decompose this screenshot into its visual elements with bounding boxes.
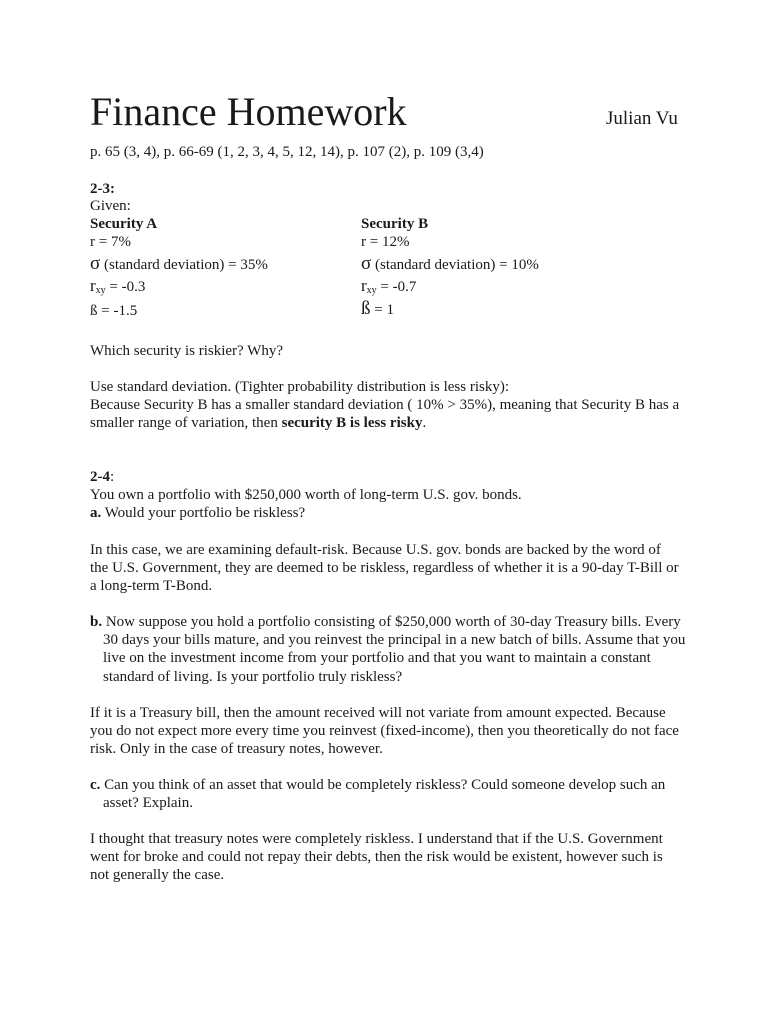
answer-2-3-paragraph: Because Security B has a smaller standard deviation ( 10% > 35%), meaning that Security B has a smaller range of variation, then security B is less risky. (90, 397, 680, 432)
answer-2-4c: I thought that treasury notes were completely riskless. I understand that if the U.S. Government went for broke and could not repay their debts, then the risk would be existent, however such is not generally the case. (90, 831, 663, 884)
sigma-symbol: σ (361, 253, 372, 274)
question-2-4-label: 2-4: (90, 469, 115, 485)
security-b-return: r = 12% (361, 234, 410, 250)
security-b-correlation: $r_{xy} = -0.7$ (361, 276, 417, 296)
assignment-list: p. 65 (3, 4), p. 66-69 (1, 2, 3, 4, 5, 12, 14), p. 107 (2), p. 109 (3,4) (90, 144, 484, 160)
security-a-title: Security A (90, 216, 158, 232)
security-b-sigma: σ (standard deviation) = 10% (361, 253, 539, 274)
question-2-4c: c. Can you think of an asset that would be completely riskless? Could someone develop such an asset? Explain. (90, 777, 666, 812)
answer-2-4b: If it is a Treasury bill, then the amount received will not variate from amount expected. Because you do not expect more every time you reinvest (fixed-income), then you theoretically do not face risk. Only in the case of treasury notes, however. (90, 705, 679, 758)
question-2-3-text: Which security is riskier? Why? (90, 343, 283, 359)
question-2-4-intro: You own a portfolio with $250,000 worth of long-term U.S. gov. bonds. (90, 487, 522, 503)
security-a-beta: ß = -1.5 (90, 303, 138, 319)
security-b-title: Security B (361, 216, 429, 232)
author-name: Julian Vu (606, 108, 678, 129)
question-2-4a: a. Would your portfolio be riskless? (90, 505, 306, 521)
answer-2-3-conclusion: security B is less risky (281, 415, 423, 432)
security-a-correlation: $r_{xy} = -0.3$ (90, 276, 146, 296)
given-label: Given: (90, 198, 131, 214)
answer-2-3-line1: Use standard deviation. (Tighter probability distribution is less risky): (90, 379, 509, 395)
sigma-symbol: σ (90, 253, 101, 274)
security-a-sigma: σ (standard deviation) = 35% (90, 253, 268, 274)
beta-symbol: ß (361, 298, 371, 319)
page-title: Finance Homework (90, 89, 407, 134)
answer-2-4a: In this case, we are examining default-risk. Because U.S. gov. bonds are backed by the word of the U.S. Government, they are deemed to be riskless, regardless of whether it is a 90-day T-Bill or a long-term T-Bond. (90, 542, 679, 595)
security-b-beta: ß = 1 (361, 298, 394, 319)
question-2-4b: b. Now suppose you hold a portfolio consisting of $250,000 worth of 30-day Treasury bills. Every 30 days your bills mature, and you reinvest the principal in a new batch of bills. Assume that you live on the investment income from your portfolio and that you want to maintain a constant standard of living. Is your portfolio truly riskless? (90, 614, 686, 685)
question-2-3-label: 2-3: (90, 181, 115, 197)
security-a-return: r = 7% (90, 234, 131, 250)
